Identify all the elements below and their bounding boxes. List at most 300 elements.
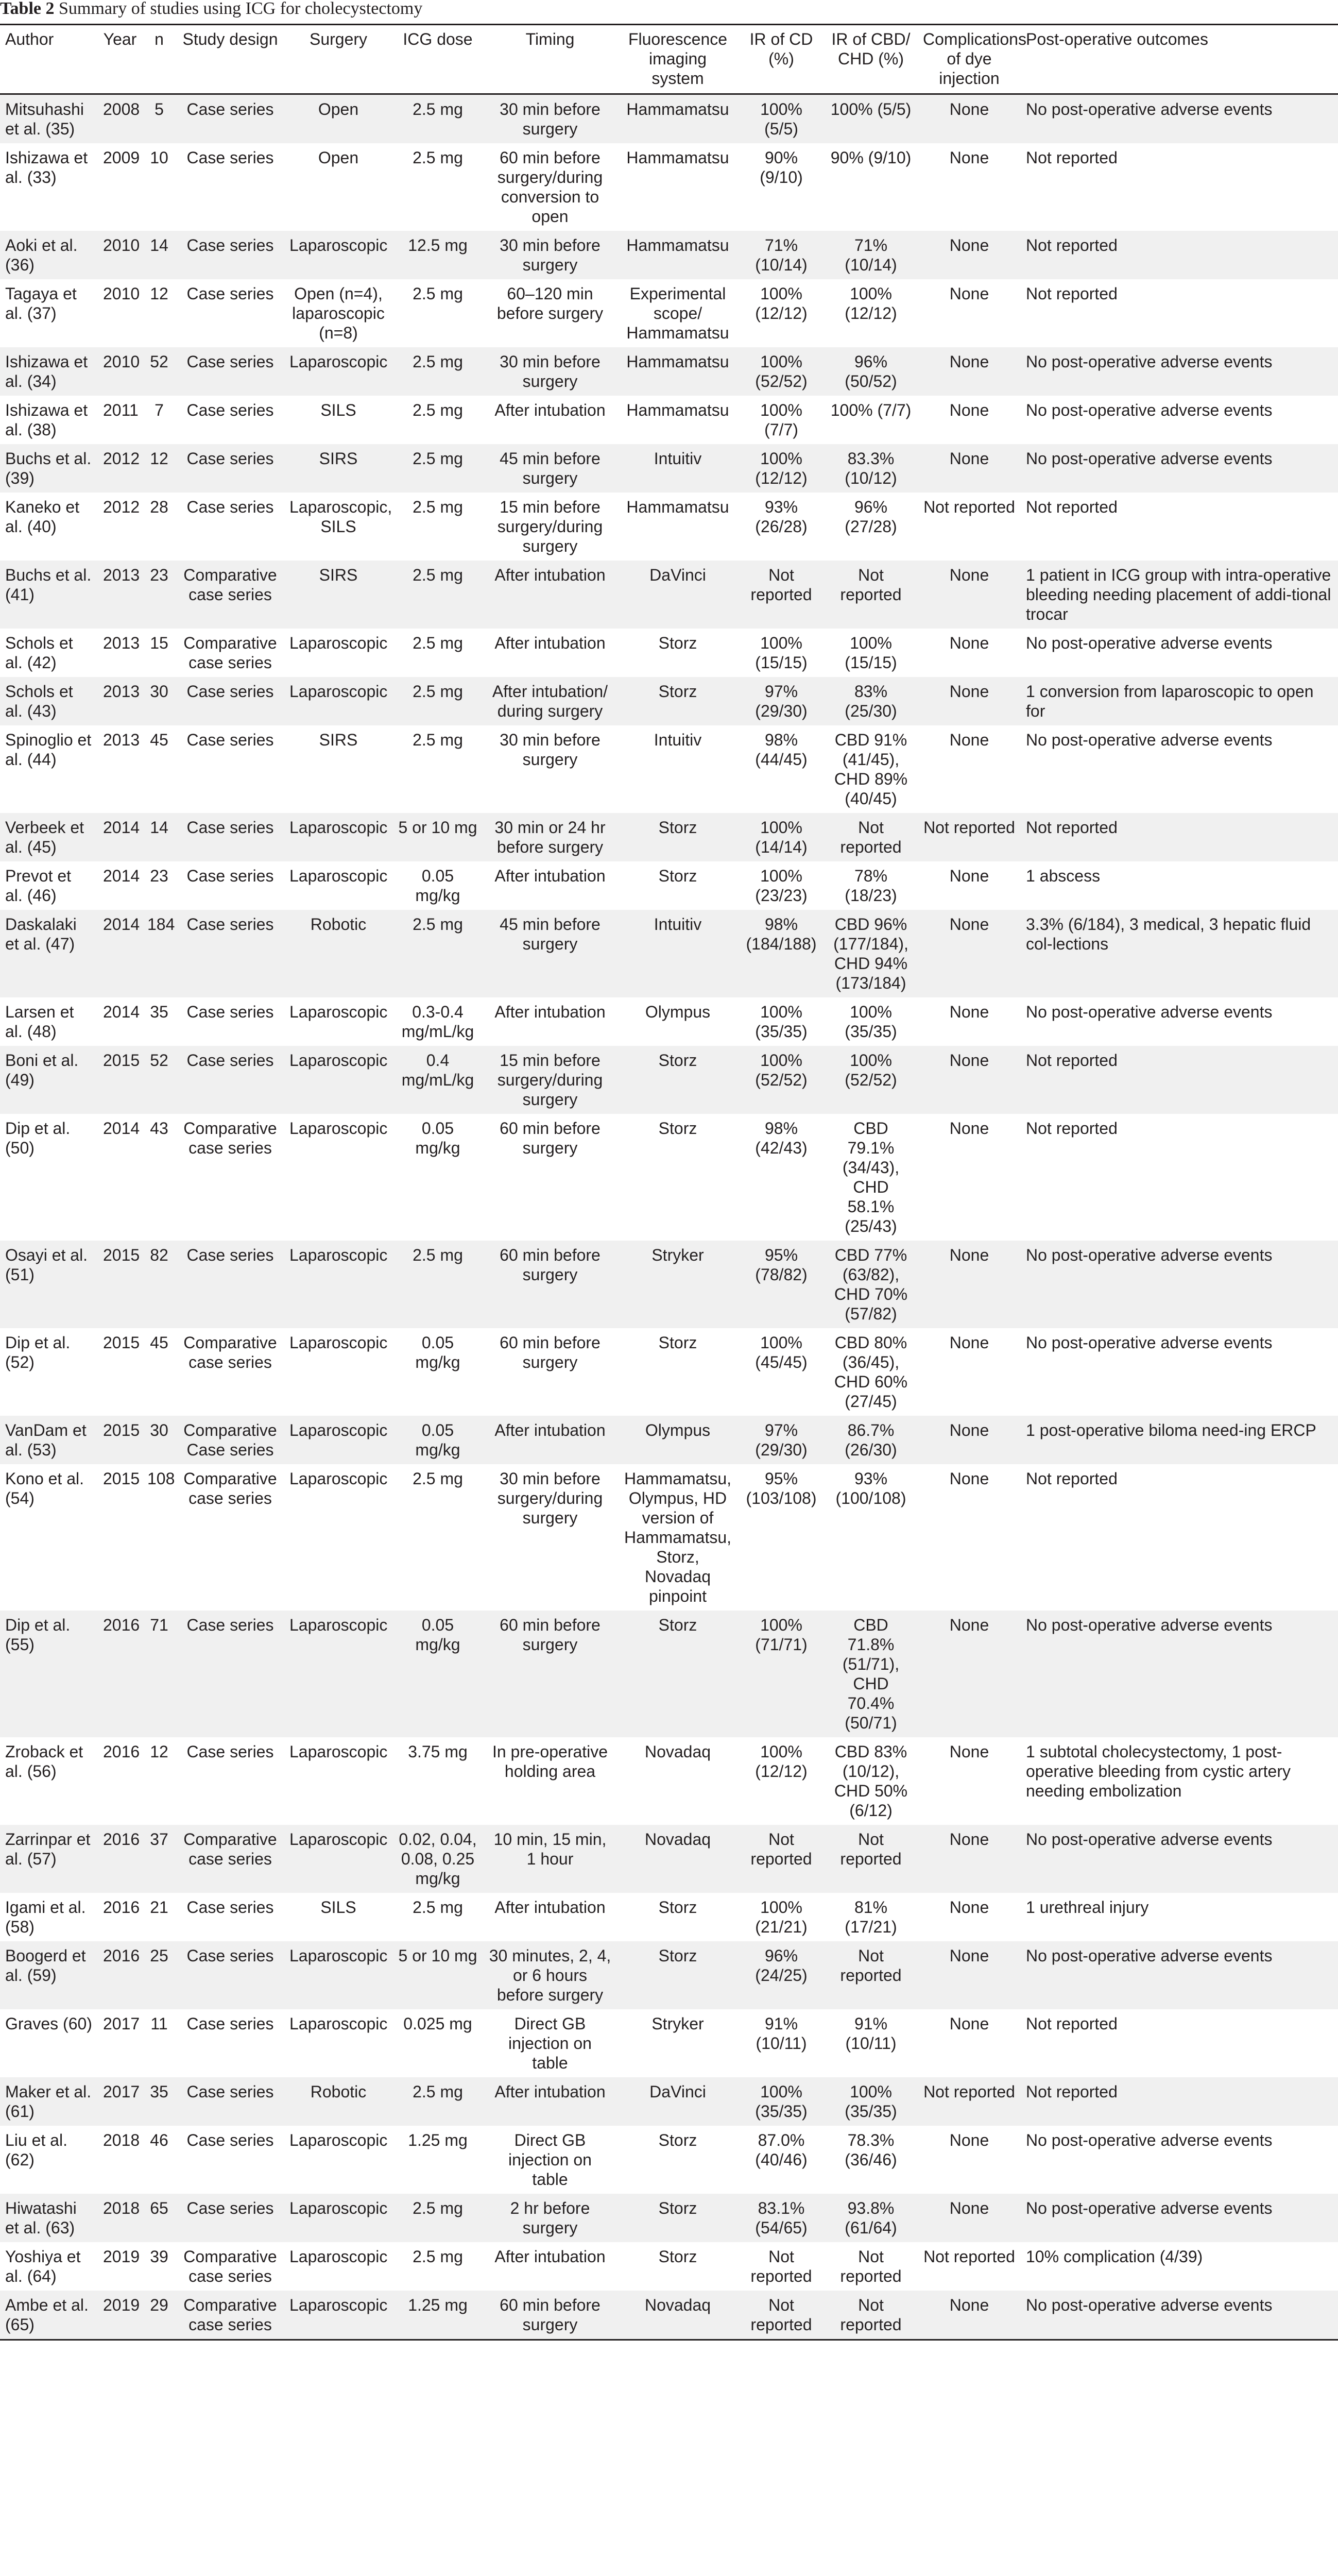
table-row: [0, 2291, 1338, 2340]
cell-design: Case series: [186, 2014, 274, 2033]
cell-ir-cbd: 100% (35/35): [845, 2082, 897, 2121]
cell-n: 21: [150, 1898, 168, 1917]
cell-ir-cd: 96% (24/25): [755, 1946, 808, 1985]
cell-year: 2016: [103, 1742, 140, 1761]
cell-dose: 0.05 mg/kg: [415, 1333, 460, 1371]
cell-ir-cd: 87.0% (40/46): [755, 2131, 808, 2169]
cell-dose: 2.5 mg: [413, 100, 463, 118]
table-caption: [0, 0, 422, 22]
cell-surgery: Laparoscopic: [289, 1333, 388, 1352]
cell-year: 2010: [103, 284, 140, 303]
cell-surgery: SIRS: [319, 566, 358, 584]
cell-system: Hammamatsu: [626, 401, 729, 419]
cell-ir-cbd: Not reported: [840, 1946, 902, 1985]
cell-dose: 1.25 mg: [408, 2131, 468, 2149]
cell-dose: 2.5 mg: [413, 352, 463, 371]
cell-dose: 2.5 mg: [413, 2247, 463, 2266]
table-row: [0, 347, 1338, 396]
cell-complications: Not reported: [923, 818, 1015, 837]
cell-ir-cbd: 83% (25/30): [845, 682, 897, 720]
cell-system: DaVinci: [649, 2082, 706, 2101]
cell-surgery: Laparoscopic: [289, 1051, 388, 1070]
cell-system: Novadaq: [644, 2296, 711, 2314]
cell-complications: None: [949, 566, 989, 584]
cell-n: 43: [150, 1119, 168, 1138]
cell-timing: 60 min before surgery: [500, 1616, 601, 1654]
table-number: Table 2: [0, 0, 55, 18]
cell-year: 2015: [103, 1333, 140, 1352]
cell-design: Case series: [186, 1003, 274, 1021]
cell-timing: After intubation: [494, 401, 606, 419]
cell-system: Storz: [658, 2247, 697, 2266]
cell-design: Comparative case series: [183, 1469, 277, 1507]
cell-complications: None: [949, 2014, 989, 2033]
cell-system: Storz: [658, 682, 697, 701]
cell-design: Case series: [186, 236, 274, 255]
cell-complications: Not reported: [923, 2082, 1015, 2101]
table-row: [0, 2194, 1338, 2242]
cell-n: 25: [150, 1946, 168, 1965]
cell-complications: None: [949, 1742, 989, 1761]
cell-year: 2017: [103, 2082, 140, 2101]
cell-timing: 60–120 min before surgery: [496, 284, 604, 323]
cell-system: Hammamatsu: [626, 352, 729, 371]
cell-n: 108: [147, 1469, 175, 1488]
cell-outcomes: Not reported: [1026, 1119, 1118, 1138]
cell-author: Boni et al. (49): [5, 1051, 79, 1089]
cell-timing: After intubation: [494, 2247, 606, 2266]
cell-n: 29: [150, 2296, 168, 2314]
cell-n: 71: [150, 1616, 168, 1634]
table-row: [0, 1241, 1338, 1328]
table-row: [0, 2126, 1338, 2194]
cell-outcomes: No post-operative adverse events: [1026, 1616, 1273, 1634]
table-row: [0, 1825, 1338, 1893]
cell-design: Case series: [186, 1051, 274, 1070]
cell-design: Case series: [186, 2082, 274, 2101]
cell-ir-cbd: 96% (50/52): [845, 352, 897, 391]
cell-n: 52: [150, 1051, 168, 1070]
cell-ir-cbd: Not reported: [840, 1830, 902, 1868]
cell-ir-cbd: 100% (7/7): [830, 401, 912, 419]
cell-year: 2018: [103, 2131, 140, 2149]
cell-outcomes: No post-operative adverse events: [1026, 2296, 1273, 2314]
cell-surgery: Laparoscopic, SILS: [289, 498, 392, 536]
cell-author: Maker et al. (61): [5, 2082, 92, 2121]
cell-author: Kaneko et al. (40): [5, 498, 80, 536]
cell-ir-cbd: Not reported: [840, 566, 902, 604]
cell-year: 2014: [103, 818, 140, 837]
cell-ir-cbd: 100% (52/52): [845, 1051, 897, 1089]
cell-surgery: Open (n=4), laparoscopic (n=8): [292, 284, 385, 342]
cell-outcomes: Not reported: [1026, 2014, 1118, 2033]
cell-author: Zarrinpar et al. (57): [5, 1830, 91, 1868]
cell-surgery: Robotic: [310, 915, 367, 934]
cell-author: Kono et al. (54): [5, 1469, 84, 1507]
cell-design: Comparative case series: [183, 1333, 277, 1371]
cell-year: 2012: [103, 449, 140, 468]
cell-surgery: Laparoscopic: [289, 2199, 388, 2217]
col-complications: Complications of dye injection: [923, 30, 1026, 88]
cell-complications: None: [949, 148, 989, 167]
cell-outcomes: Not reported: [1026, 284, 1118, 303]
cell-ir-cbd: 78% (18/23): [845, 867, 897, 905]
cell-design: Case series: [186, 449, 274, 468]
cell-dose: 5 or 10 mg: [398, 818, 477, 837]
cell-complications: None: [949, 2296, 989, 2314]
cell-design: Comparative case series: [183, 566, 277, 604]
cell-system: Storz: [658, 1616, 697, 1634]
cell-design: Case series: [186, 1742, 274, 1761]
cell-system: Olympus: [645, 1421, 711, 1439]
cell-n: 23: [150, 566, 168, 584]
cell-n: 12: [150, 449, 168, 468]
cell-year: 2010: [103, 352, 140, 371]
cell-system: Storz: [658, 1898, 697, 1917]
cell-outcomes: Not reported: [1026, 2082, 1118, 2101]
table-row: [0, 94, 1338, 144]
cell-timing: 30 min before surgery: [500, 236, 601, 274]
cell-ir-cd: 90% (9/10): [760, 148, 803, 187]
cell-year: 2017: [103, 2014, 140, 2033]
cell-ir-cbd: CBD 91% (41/45), CHD 89% (40/45): [834, 731, 908, 808]
table-row: [0, 1737, 1338, 1825]
cell-surgery: Laparoscopic: [289, 1830, 388, 1849]
cell-surgery: Laparoscopic: [289, 352, 388, 371]
cell-ir-cd: 95% (103/108): [746, 1469, 817, 1507]
cell-outcomes: No post-operative adverse events: [1026, 100, 1273, 118]
cell-dose: 2.5 mg: [413, 498, 463, 516]
cell-timing: 60 min before surgery/during conversion to open: [497, 148, 603, 226]
col-year: Year: [103, 30, 137, 48]
cell-ir-cd: 83.1% (54/65): [755, 2199, 808, 2237]
cell-design: Case series: [186, 148, 274, 167]
cell-dose: 2.5 mg: [413, 915, 463, 934]
cell-ir-cbd: CBD 96% (177/184), CHD 94% (173/184): [833, 915, 908, 992]
cell-year: 2014: [103, 915, 140, 934]
cell-year: 2014: [103, 1003, 140, 1021]
cell-system: Storz: [658, 1119, 697, 1138]
cell-system: Hammamatsu: [626, 498, 729, 516]
cell-year: 2008: [103, 100, 140, 118]
cell-complications: None: [949, 1469, 989, 1488]
cell-ir-cbd: 90% (9/10): [830, 148, 912, 167]
cell-complications: None: [949, 1246, 989, 1264]
cell-year: 2016: [103, 1830, 140, 1849]
cell-timing: In pre-operative holding area: [492, 1742, 608, 1781]
cell-dose: 0.05 mg/kg: [415, 1616, 460, 1654]
cell-complications: None: [949, 1333, 989, 1352]
cell-complications: None: [949, 284, 989, 303]
cell-ir-cd: 95% (78/82): [755, 1246, 808, 1284]
cell-design: Comparative case series: [183, 1119, 277, 1157]
cell-ir-cd: 98% (44/45): [755, 731, 808, 769]
cell-outcomes: No post-operative adverse events: [1026, 2131, 1273, 2149]
col-ir-cbd: IR of CBD/ CHD (%): [831, 30, 911, 68]
cell-design: Case series: [186, 915, 274, 934]
cell-design: Case series: [186, 1616, 274, 1634]
cell-design: Case series: [186, 284, 274, 303]
cell-ir-cd: 100% (21/21): [755, 1898, 808, 1936]
cell-surgery: SIRS: [319, 449, 358, 468]
cell-surgery: Laparoscopic: [289, 1003, 388, 1021]
cell-ir-cd: 100% (15/15): [755, 634, 808, 672]
table-row: [0, 1046, 1338, 1114]
cell-outcomes: Not reported: [1026, 818, 1118, 837]
cell-design: Case series: [186, 1946, 274, 1965]
cell-design: Case series: [186, 731, 274, 749]
cell-ir-cd: Not reported: [750, 1830, 812, 1868]
cell-system: Olympus: [645, 1003, 711, 1021]
cell-ir-cbd: CBD 79.1% (34/43), CHD 58.1% (25/43): [842, 1119, 900, 1235]
cell-complications: None: [949, 1946, 989, 1965]
cell-timing: 15 min before surgery/during surgery: [497, 498, 603, 555]
cell-surgery: Laparoscopic: [289, 1742, 388, 1761]
cell-timing: After intubation: [494, 867, 606, 885]
cell-author: Igami et al. (58): [5, 1898, 86, 1936]
cell-design: Comparative case series: [183, 634, 277, 672]
cell-timing: 30 minutes, 2, 4, or 6 hours before surgery: [489, 1946, 611, 2004]
cell-n: 45: [150, 731, 168, 749]
cell-dose: 0.02, 0.04, 0.08, 0.25 mg/kg: [399, 1830, 477, 1888]
cell-author: Yoshiya et al. (64): [5, 2247, 81, 2285]
cell-surgery: SILS: [320, 1898, 356, 1917]
cell-timing: After intubation: [494, 1898, 606, 1917]
cell-ir-cd: 100% (71/71): [755, 1616, 808, 1654]
cell-author: Schols et al. (42): [5, 634, 73, 672]
table-row: [0, 444, 1338, 493]
table-title: Summary of studies using ICG for cholecystectomy: [59, 0, 423, 18]
cell-dose: 2.5 mg: [413, 1469, 463, 1488]
cell-ir-cbd: 93.8% (61/64): [845, 2199, 897, 2237]
cell-complications: None: [949, 236, 989, 255]
cell-ir-cbd: 100% (5/5): [830, 100, 912, 118]
cell-n: 15: [150, 634, 168, 652]
cell-complications: None: [949, 449, 989, 468]
cell-surgery: Laparoscopic: [289, 2296, 388, 2314]
cell-system: Storz: [658, 2131, 697, 2149]
cell-surgery: Laparoscopic: [289, 236, 388, 255]
col-design: Study design: [182, 30, 278, 48]
cell-outcomes: Not reported: [1026, 1469, 1118, 1488]
cell-dose: 1.25 mg: [408, 2296, 468, 2314]
col-dose: ICG dose: [403, 30, 473, 48]
cell-author: Daskalaki et al. (47): [5, 915, 77, 953]
cell-n: 7: [155, 401, 164, 419]
cell-ir-cd: 100% (23/23): [755, 867, 808, 905]
cell-year: 2019: [103, 2296, 140, 2314]
table-row: [0, 1328, 1338, 1416]
cell-year: 2010: [103, 236, 140, 255]
cell-author: Larsen et al. (48): [5, 1003, 74, 1041]
cell-complications: None: [949, 1616, 989, 1634]
table-row: [0, 861, 1338, 910]
cell-surgery: Laparoscopic: [289, 1616, 388, 1634]
cell-complications: None: [949, 100, 989, 118]
table-row: [0, 1464, 1338, 1611]
table-row: [0, 2242, 1338, 2291]
studies-table: [0, 24, 1338, 2341]
cell-complications: None: [949, 682, 989, 701]
cell-author: Liu et al. (62): [5, 2131, 67, 2169]
cell-author: Hiwatashi et al. (63): [5, 2199, 77, 2237]
cell-ir-cbd: Not reported: [840, 818, 902, 856]
cell-ir-cd: 97% (29/30): [755, 1421, 808, 1459]
cell-dose: 2.5 mg: [413, 2082, 463, 2101]
cell-outcomes: No post-operative adverse events: [1026, 1946, 1273, 1965]
table-row: [0, 396, 1338, 444]
cell-ir-cd: 97% (29/30): [755, 682, 808, 720]
cell-n: 35: [150, 1003, 168, 1021]
cell-author: Spinoglio et al. (44): [5, 731, 92, 769]
cell-dose: 2.5 mg: [413, 566, 463, 584]
table-row: [0, 493, 1338, 561]
cell-timing: 30 min before surgery: [500, 731, 601, 769]
cell-system: Storz: [658, 1946, 697, 1965]
cell-outcomes: 1 abscess: [1026, 867, 1101, 885]
cell-surgery: Laparoscopic: [289, 1946, 388, 1965]
cell-outcomes: 3.3% (6/184), 3 medical, 3 hepatic fluid col-lections: [1026, 915, 1311, 953]
cell-year: 2016: [103, 1616, 140, 1634]
cell-ir-cbd: 100% (12/12): [845, 284, 897, 323]
cell-timing: 45 min before surgery: [500, 449, 601, 487]
cell-ir-cbd: CBD 83% (10/12), CHD 50% (6/12): [834, 1742, 908, 1820]
cell-complications: None: [949, 1830, 989, 1849]
cell-ir-cd: 98% (184/188): [746, 915, 817, 953]
cell-surgery: Laparoscopic: [289, 634, 388, 652]
cell-n: 14: [150, 818, 168, 837]
cell-dose: 12.5 mg: [408, 236, 468, 255]
table-row: [0, 725, 1338, 813]
cell-year: 2012: [103, 498, 140, 516]
cell-complications: None: [949, 1003, 989, 1021]
cell-ir-cd: 100% (45/45): [755, 1333, 808, 1371]
cell-outcomes: 10% complication (4/39): [1026, 2247, 1203, 2266]
cell-timing: After intubation: [494, 1421, 606, 1439]
cell-surgery: Laparoscopic: [289, 2131, 388, 2149]
cell-system: Hammamatsu: [626, 148, 729, 167]
cell-author: Osayi et al. (51): [5, 1246, 88, 1284]
cell-dose: 0.05 mg/kg: [415, 1421, 460, 1459]
cell-author: Ishizawa et al. (33): [5, 148, 88, 187]
cell-complications: None: [949, 2199, 989, 2217]
cell-ir-cbd: Not reported: [840, 2247, 902, 2285]
cell-design: Comparative case series: [183, 2247, 277, 2285]
cell-dose: 0.3-0.4 mg/mL/kg: [401, 1003, 474, 1041]
cell-system: Hammamatsu: [626, 100, 729, 118]
cell-system: DaVinci: [649, 566, 706, 584]
cell-system: Hammamatsu, Olympus, HD version of Hammamatsu, Storz, Novadaq pinpoint: [624, 1469, 732, 1605]
cell-ir-cd: 98% (42/43): [755, 1119, 808, 1157]
cell-system: Experimental scope/ Hammamatsu: [626, 284, 729, 342]
cell-n: 65: [150, 2199, 168, 2217]
cell-outcomes: No post-operative adverse events: [1026, 1003, 1273, 1021]
table-row: [0, 1941, 1338, 2009]
cell-timing: 30 min before surgery: [500, 100, 601, 138]
cell-design: Case series: [186, 401, 274, 419]
cell-author: Dip et al. (50): [5, 1119, 71, 1157]
col-n: n: [155, 30, 164, 48]
cell-author: Graves (60): [5, 2014, 92, 2033]
cell-ir-cbd: Not reported: [840, 2296, 902, 2334]
table-row: [0, 629, 1338, 677]
cell-dose: 2.5 mg: [413, 401, 463, 419]
cell-n: 23: [150, 867, 168, 885]
cell-n: 10: [150, 148, 168, 167]
cell-author: Dip et al. (52): [5, 1333, 71, 1371]
cell-surgery: Laparoscopic: [289, 1246, 388, 1264]
cell-system: Hammamatsu: [626, 236, 729, 255]
cell-outcomes: No post-operative adverse events: [1026, 1333, 1273, 1352]
col-surgery: Surgery: [309, 30, 368, 48]
cell-ir-cbd: 83.3% (10/12): [845, 449, 897, 487]
cell-system: Storz: [658, 867, 697, 885]
cell-outcomes: No post-operative adverse events: [1026, 449, 1273, 468]
cell-system: Intuitiv: [654, 449, 702, 468]
cell-ir-cbd: CBD 80% (36/45), CHD 60% (27/45): [834, 1333, 908, 1411]
cell-author: Tagaya et al. (37): [5, 284, 77, 323]
cell-ir-cd: 100% (35/35): [755, 2082, 808, 2121]
table-row: [0, 1114, 1338, 1241]
cell-system: Intuitiv: [654, 731, 702, 749]
cell-outcomes: 1 urethreal injury: [1026, 1898, 1149, 1917]
cell-n: 82: [150, 1246, 168, 1264]
cell-surgery: Laparoscopic: [289, 1469, 388, 1488]
cell-timing: 30 min before surgery: [500, 352, 601, 391]
cell-n: 37: [150, 1830, 168, 1849]
cell-outcomes: Not reported: [1026, 236, 1118, 255]
table-row: [0, 677, 1338, 725]
table-row: [0, 813, 1338, 861]
cell-system: Storz: [658, 1333, 697, 1352]
cell-timing: Direct GB injection on table: [508, 2014, 592, 2072]
cell-dose: 2.5 mg: [413, 284, 463, 303]
col-system: Fluorescence imaging system: [628, 30, 728, 88]
cell-complications: None: [949, 867, 989, 885]
cell-ir-cd: 100% (12/12): [755, 449, 808, 487]
cell-outcomes: No post-operative adverse events: [1026, 1830, 1273, 1849]
cell-timing: 30 min before surgery/during surgery: [497, 1469, 603, 1527]
cell-dose: 0.05 mg/kg: [415, 867, 460, 905]
cell-dose: 0.025 mg: [403, 2014, 472, 2033]
cell-author: Buchs et al. (41): [5, 566, 92, 604]
cell-n: 52: [150, 352, 168, 371]
cell-n: 12: [150, 284, 168, 303]
cell-complications: None: [949, 915, 989, 934]
table-row: [0, 1416, 1338, 1464]
cell-author: Verbeek et al. (45): [5, 818, 84, 856]
cell-outcomes: No post-operative adverse events: [1026, 401, 1273, 419]
cell-system: Novadaq: [644, 1830, 711, 1849]
cell-author: Ishizawa et al. (34): [5, 352, 88, 391]
cell-ir-cd: 100% (52/52): [755, 1051, 808, 1089]
cell-system: Storz: [658, 634, 697, 652]
cell-ir-cd: 100% (12/12): [755, 284, 808, 323]
cell-n: 46: [150, 2131, 168, 2149]
table-row: [0, 1893, 1338, 1941]
col-timing: Timing: [525, 30, 575, 48]
header-row: [0, 25, 1338, 94]
cell-outcomes: Not reported: [1026, 148, 1118, 167]
cell-dose: 5 or 10 mg: [398, 1946, 477, 1965]
cell-year: 2016: [103, 1898, 140, 1917]
cell-system: Stryker: [651, 1246, 704, 1264]
cell-author: Mitsuhashi et al. (35): [5, 100, 84, 138]
cell-outcomes: No post-operative adverse events: [1026, 731, 1273, 749]
cell-ir-cd: Not reported: [750, 566, 812, 604]
cell-complications: None: [949, 352, 989, 371]
cell-complications: None: [949, 1898, 989, 1917]
